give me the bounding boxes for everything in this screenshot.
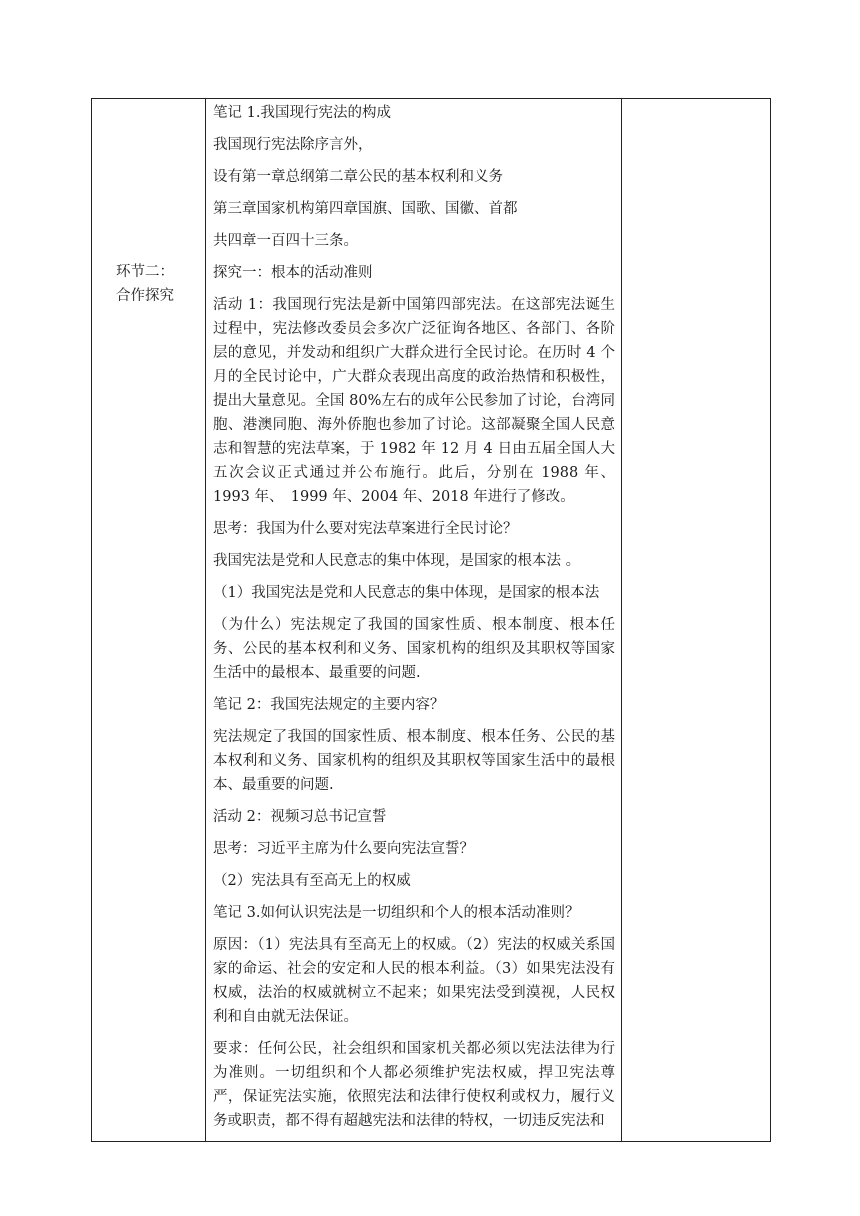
lesson-content <box>206 99 621 1133</box>
lesson-table <box>91 98 771 1142</box>
paragraph: 宪法规定了我国的国家性质、根本制度、根本任务、公民的基本权利和义务、国家机构的组织及其职权等国家生活中的最根本、最重要的问题. <box>213 729 615 793</box>
stage-label <box>116 260 205 308</box>
requirements-text: 要求：任何公民，社会组织和国家机关都必须以宪法法律为行为准则。一切组织和个人都必须维护宪法权威，捍卫宪法尊严，保证宪法实施，依照宪法和法律行使权利或权力，履行义务或职责，都不得有超越宪法和法律的特权，一切违反宪法和 <box>213 1041 615 1129</box>
point-1-heading: （1）我国宪法是党和人民意志的集中体现，是国家的根本法 <box>213 585 600 601</box>
note-2-heading: 笔记 2：我国宪法规定的主要内容？ <box>213 697 445 713</box>
paragraph: （为什么）宪法规定了我国的国家性质、根本制度、根本任务、公民的基本权利和义务、国家机构的组织及其职权等国家生活中的最根本、最重要的问题. <box>213 617 615 681</box>
paragraph: 第三章国家机构第四章国旗、国歌、国徽、首都 <box>213 201 518 217</box>
stage-cell <box>92 99 206 1142</box>
paragraph: 我国宪法是党和人民意志的集中体现，是国家的根本法 。 <box>213 553 581 569</box>
stage-label-line2: 合作探究 <box>116 288 174 304</box>
note-3-heading: 笔记 3.如何认识宪法是一切组织和个人的根本活动准则？ <box>213 905 580 921</box>
paragraph: 我国现行宪法除序言外， <box>213 137 373 153</box>
activity-1-text: 活动 1：我国现行宪法是新中国第四部宪法。在这部宪法诞生过程中，宪法修改委员会多次广泛征询各地区、各部门、各阶层的意见，并发动和组织广大群众进行全民讨论。在历时 4 个月的全民讨论中，广大群众表现出高度的政治热情和积极性，提出大量意见。全国 80%左右的成年公民参加了讨论，台湾同胞、港澳同胞、海外侨胞也参加了讨论。这部凝聚全国人民意志和智慧的宪法草案，于 1982 年 12 月 4 日由五届全国人大五次会议正式通过并公布施行。此后，分别在 1988 年、1993 年、 1999 年、2004 年、2018 年进行了修改。 <box>213 297 615 505</box>
table-row <box>92 99 771 1142</box>
point-2-heading: （2）宪法具有至高无上的权威 <box>213 873 411 889</box>
stage-label-line1: 环节二： <box>116 264 174 280</box>
activity-2-heading: 活动 2：视频习总书记宣誓 <box>213 809 387 825</box>
question-text: 思考：我国为什么要对宪法草案进行全民讨论？ <box>213 521 518 537</box>
paragraph: 设有第一章总纲第二章公民的基本权利和义务 <box>213 169 503 185</box>
reasons-text: 原因：（1）宪法具有至高无上的权威。（2）宪法的权威关系国家的命运、社会的安定和人民的根本利益。（3）如果宪法没有权威，法治的权威就树立不起来；如果宪法受到漠视，人民权利和自由就无法保证。 <box>213 937 615 1025</box>
content-cell <box>206 99 622 1142</box>
notes-cell <box>622 99 771 1142</box>
paragraph: 共四章一百四十三条。 <box>213 233 358 249</box>
inquiry-1-heading: 探究一：根本的活动准则 <box>213 265 373 281</box>
note-1-heading: 笔记 1.我国现行宪法的构成 <box>213 105 391 121</box>
question-text: 思考：习近平主席为什么要向宪法宣誓？ <box>213 841 474 857</box>
